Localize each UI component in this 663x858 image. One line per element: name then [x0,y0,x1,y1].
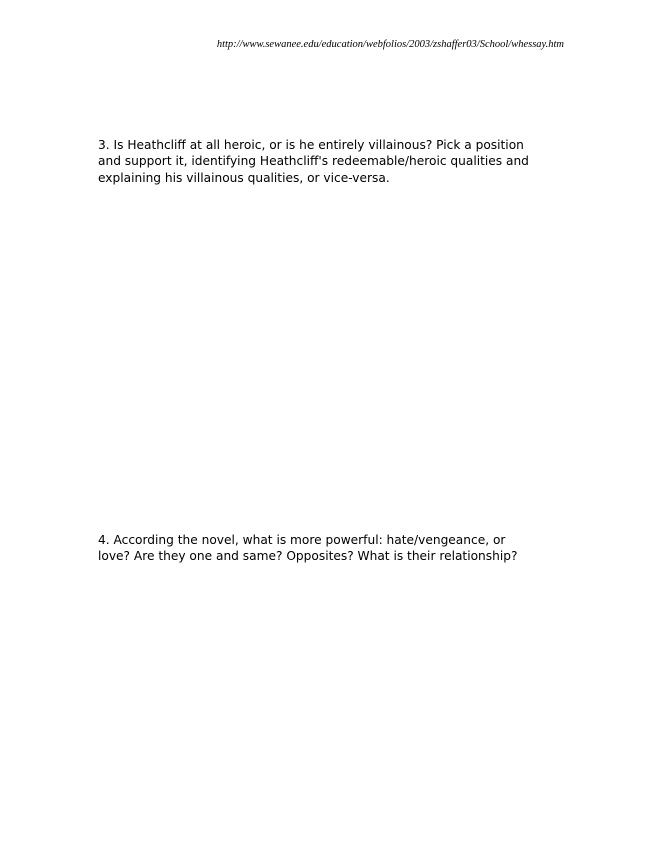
page-header-url: http://www.sewanee.edu/education/webfolios/2003/zshaffer03/School/whessay.htm [216,39,564,50]
question-3: 3. Is Heathcliff at all heroic, or is he entirely villainous? Pick a position and support it, identifying Heathcliff's redeemable/heroic qualities and explaining his villainous qualities, or vice-versa. [98,138,529,185]
question-4: 4. According the novel, what is more powerful: hate/vengeance, or love? Are they one and same? Opposites? What is their relationship? [98,533,518,564]
